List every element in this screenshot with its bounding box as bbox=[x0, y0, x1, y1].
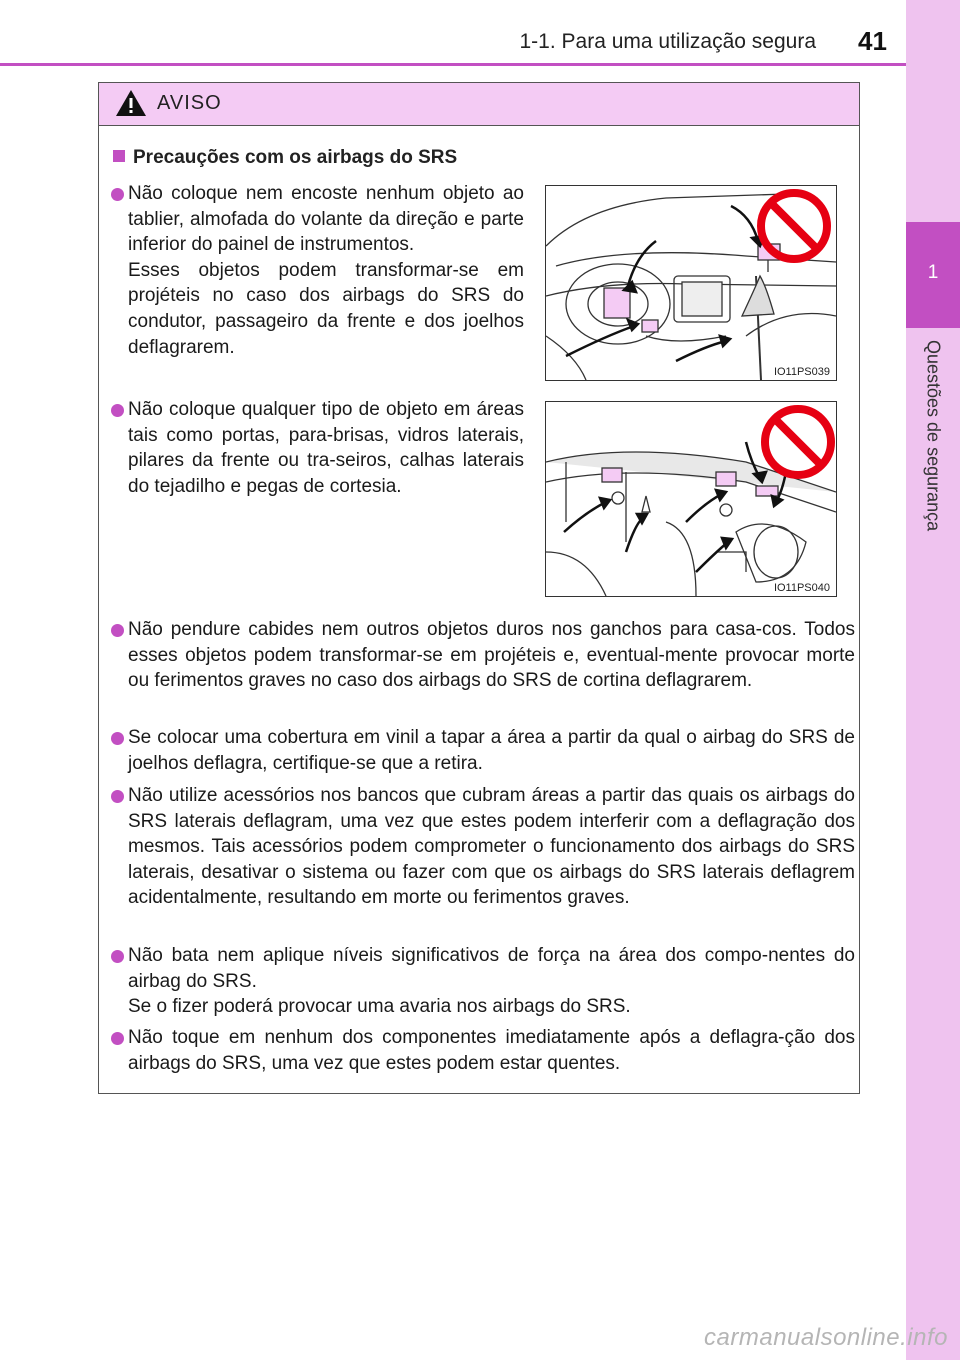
dashboard-illustration bbox=[546, 186, 836, 380]
item-text: Não coloque qualquer tipo de objeto em áreas tais como portas, para-brisas, vidros laterais, pilares da frente ou tra-seiros, calhas laterais do tejadilho e pegas de cortesia. bbox=[128, 399, 524, 497]
item-text: Não pendure cabides nem outros objetos duros nos ganchos para casa-cos. Todos esses objetos podem transformar-se em projéteis e, eventual-mente provocar morte ou ferimentos graves no caso dos airbags do SRS de cortina deflagrarem. bbox=[128, 619, 855, 692]
prohibition-icon bbox=[765, 409, 831, 475]
bullet-icon bbox=[111, 732, 124, 745]
chapter-number: 1 bbox=[927, 262, 939, 283]
list-item bbox=[99, 783, 855, 911]
bullet-icon bbox=[111, 624, 124, 637]
list-item bbox=[99, 397, 524, 499]
list-item bbox=[99, 725, 855, 776]
list-item bbox=[99, 943, 855, 1020]
item-text: Não toque em nenhum dos componentes imediatamente após a deflagra-ção dos airbags do SRS, uma vez que estes podem estar quentes. bbox=[128, 1027, 855, 1074]
bullet-icon bbox=[111, 188, 124, 201]
bullet-icon bbox=[111, 950, 124, 963]
figure-code: IO11PS039 bbox=[773, 366, 830, 378]
page-number: 41 bbox=[858, 26, 887, 56]
item-text: Não utilize acessórios nos bancos que cubram áreas a partir das quais os airbags do SRS laterais deflagram, uma vez que estes podem interferir com a deflagração dos mesmos. Tais acessórios podem comprometer o funcionamento dos airbags do SRS laterais, desativar o sistema ou fazer com que os airbags do SRS laterais deflagrem acidentalmente, resultando em morte ou ferimentos graves. bbox=[128, 785, 855, 909]
list-item bbox=[99, 1025, 855, 1076]
cabin-illustration bbox=[546, 402, 836, 596]
item-text: Se o fizer poderá provocar uma avaria nos airbags do SRS. bbox=[128, 996, 631, 1018]
bullet-icon bbox=[111, 1032, 124, 1045]
chapter-title: Questões de segurança bbox=[923, 340, 944, 532]
side-bar bbox=[906, 0, 960, 1360]
item-text: Não bata nem aplique níveis significativos de força na área dos compo-nentes do airbag do SRS. bbox=[128, 945, 855, 992]
list-item bbox=[99, 181, 524, 360]
prohibition-icon bbox=[761, 193, 827, 259]
warning-label: AVISO bbox=[157, 92, 222, 114]
dashboard-figure bbox=[545, 185, 837, 381]
figure-code: IO11PS040 bbox=[773, 582, 830, 594]
section-title: 1-1. Para uma utilização segura bbox=[519, 30, 816, 53]
item-text: Se colocar uma cobertura em vinil a tapar a área a partir da qual o airbag do SRS de joelhos deflagra, certifique-se que a retira. bbox=[128, 727, 855, 774]
bullet-icon bbox=[111, 404, 124, 417]
item-text: Não coloque nem encoste nenhum objeto ao tablier, almofada do volante da direção e parte inferior do painel de instrumentos. bbox=[128, 183, 524, 256]
interior-figure bbox=[545, 401, 837, 597]
warning-header bbox=[99, 83, 859, 126]
warning-triangle-icon bbox=[115, 89, 147, 117]
header-rule bbox=[0, 63, 906, 66]
square-bullet-icon bbox=[113, 150, 125, 162]
subsection-title: Precauções com os airbags do SRS bbox=[113, 147, 457, 169]
item-text: Esses objetos podem transformar-se em projéteis no caso dos airbags do SRS do condutor, passageiro da frente e dos joelhos deflagrarem. bbox=[128, 259, 524, 358]
list-item bbox=[99, 617, 855, 694]
warning-box bbox=[98, 82, 860, 1094]
bullet-icon bbox=[111, 790, 124, 803]
watermark: carmanualsonline.info bbox=[704, 1324, 948, 1351]
